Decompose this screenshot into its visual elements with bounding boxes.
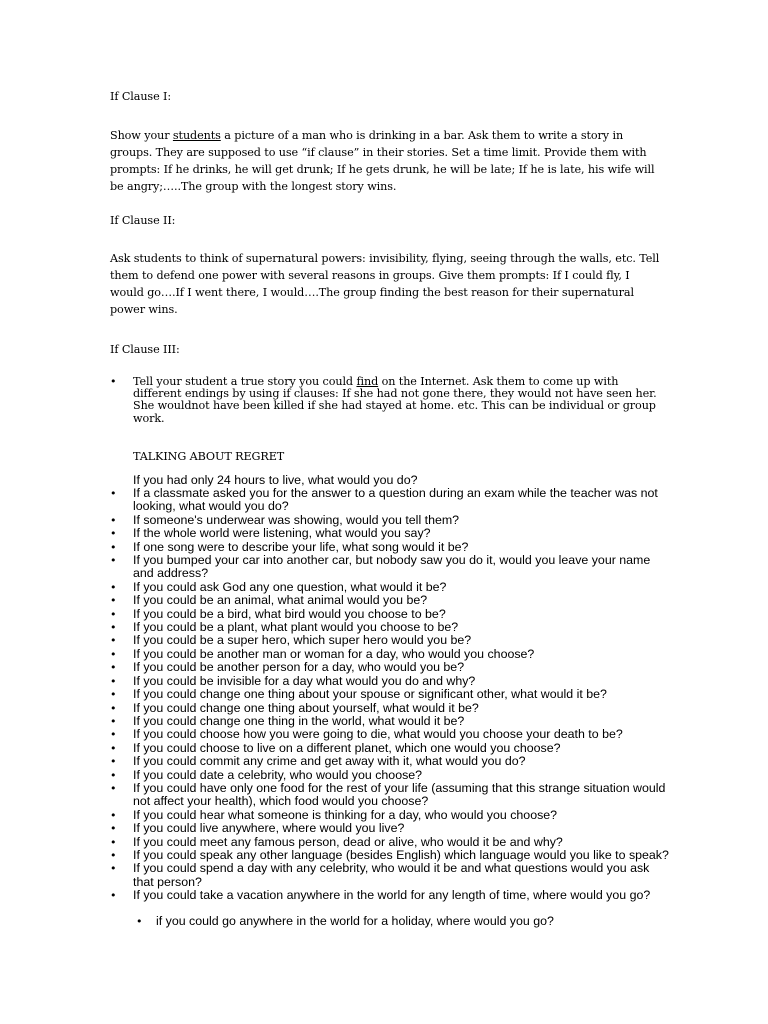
- bullet-icon: •: [110, 621, 117, 635]
- question-item: [110, 715, 670, 728]
- bullet-icon: •: [110, 594, 117, 608]
- bullet-icon: •: [110, 835, 117, 849]
- question-text: If you could change one thing about your spouse or significant other, what would it be?: [133, 687, 607, 702]
- question-text: If you could spend a day with any celebrity, who would it be and what questions would you ask that person?: [133, 861, 650, 889]
- question-item: [110, 809, 670, 822]
- question-item: [110, 621, 670, 634]
- question-text: If you could hear what someone is thinking for a day, who would you choose?: [133, 807, 558, 822]
- bullet-icon: •: [110, 661, 117, 675]
- bullet-icon: •: [110, 848, 117, 862]
- question-item: [110, 702, 670, 715]
- paragraph-text: a picture of a man who is drinking in a bar. Ask them to write a story in groups. They are supposed to use “if clause” in their stories. Set a time limit. Provide them with prompts: If he drinks, he will get drunk; If he gets drunk, he will be late; If he is late, his wife will be angry;…..The group with the longest story wins.: [110, 129, 655, 193]
- bullet-icon: •: [110, 634, 117, 648]
- heading-if-clause-1: If Clause I:: [110, 90, 172, 103]
- bullet-icon: •: [110, 487, 117, 500]
- question-item: [110, 554, 670, 581]
- sub-list-item: [133, 915, 663, 928]
- question-text: If one song were to describe your life, what song would it be?: [133, 539, 469, 554]
- bullet-icon: •: [136, 915, 143, 928]
- section-title-regret: TALKING ABOUT REGRET: [133, 450, 285, 463]
- question-list: [110, 487, 670, 903]
- bullet-icon: •: [110, 513, 117, 527]
- heading-if-clause-2: If Clause II:: [110, 214, 176, 227]
- bullet-icon: •: [110, 781, 117, 795]
- paragraph-text: Show your: [110, 129, 173, 142]
- question-item: [110, 849, 670, 862]
- question-item: [110, 608, 670, 621]
- question-item: [110, 661, 670, 674]
- question-item: [110, 769, 670, 782]
- sub-list-item-text: if you could go anywhere in the world for a holiday, where would you go?: [156, 914, 554, 928]
- question-item: [110, 648, 670, 661]
- question-text: If you could change one thing about yourself, what would it be?: [133, 700, 479, 715]
- bullet-icon: •: [110, 527, 117, 541]
- question-text: If a classmate asked you for the answer to a question during an exam while the teacher was not looking, what would you do?: [133, 486, 658, 514]
- bullet-icon: •: [110, 375, 117, 388]
- bullet-icon: •: [110, 674, 117, 688]
- bullet-icon: •: [110, 647, 117, 661]
- bullet-icon: •: [110, 728, 117, 742]
- question-item: [110, 862, 670, 889]
- if-clause-3-list: [110, 376, 670, 425]
- question-item: [110, 688, 670, 701]
- question-item: [110, 514, 670, 527]
- question-text: If you could change one thing in the world, what would it be?: [133, 713, 465, 728]
- question-text: If you could be another man or woman for a day, who would you choose?: [133, 646, 535, 661]
- question-text: If someone's underwear was showing, would you tell them?: [133, 512, 460, 527]
- question-item: [110, 675, 670, 688]
- question-item: [110, 527, 670, 540]
- question-text: If you bumped your car into another car, but nobody saw you do it, would you leave your name and address?: [133, 553, 651, 581]
- question-item: [110, 889, 670, 902]
- bullet-icon: •: [110, 554, 117, 568]
- bullet-icon: •: [110, 889, 117, 903]
- bullet-icon: •: [110, 701, 117, 715]
- question-text: If you could be another person for a day, who would you be?: [133, 660, 465, 675]
- question-text: If you could be invisible for a day what would you do and why?: [133, 673, 476, 688]
- question-item: [110, 836, 670, 849]
- question-text: If you could take a vacation anywhere in the world for any length of time, where would you go?: [133, 888, 651, 903]
- question-text: If you could live anywhere, where would you live?: [133, 821, 405, 836]
- question-text: If you could be a super hero, which super hero would you be?: [133, 633, 472, 648]
- bullet-icon: •: [110, 755, 117, 769]
- question-text: If the whole world were listening, what would you say?: [133, 526, 431, 541]
- question-item: [110, 594, 670, 607]
- bullet-icon: •: [110, 540, 117, 554]
- bullet-icon: •: [110, 580, 117, 594]
- list-item: [110, 376, 670, 425]
- find-link[interactable]: find: [356, 375, 379, 388]
- question-item: [110, 742, 670, 755]
- question-item: [110, 728, 670, 741]
- question-text: If you could date a celebrity, who would you choose?: [133, 767, 423, 782]
- paragraph-if-clause-2: Ask students to think of supernatural powers: invisibility, flying, seeing through the walls, etc. Tell them to defend one power with several reasons in groups. Give them prompts: If I could fly, I would go….If I went there, I would….The group finding the best reason for their supernatural power wins.: [110, 252, 660, 316]
- list-item-text: Tell your student a true story you could: [133, 375, 357, 388]
- first-question: If you had only 24 hours to live, what would you do?: [133, 473, 418, 487]
- question-item: [110, 581, 670, 594]
- question-text: If you could commit any crime and get away with it, what would you do?: [133, 754, 526, 769]
- question-item: [110, 487, 670, 514]
- bullet-icon: •: [110, 607, 117, 621]
- question-text: If you could be an animal, what animal would you be?: [133, 593, 428, 608]
- bullet-icon: •: [110, 741, 117, 755]
- question-text: If you could ask God any one question, what would it be?: [133, 579, 447, 594]
- bullet-icon: •: [110, 822, 117, 836]
- question-item: [110, 755, 670, 768]
- bullet-icon: •: [110, 862, 117, 876]
- students-link[interactable]: students: [172, 129, 221, 142]
- paragraph-if-clause-1: [110, 127, 660, 195]
- question-text: If you could have only one food for the rest of your life (assuming that this strange situation would not affect your health), which food would you choose?: [133, 780, 666, 809]
- question-item: [110, 822, 670, 835]
- question-text: If you could be a plant, what plant would you choose to be?: [133, 620, 459, 635]
- question-text: If you could choose to live on a different planet, which one would you choose?: [133, 740, 561, 755]
- question-text: If you could speak any other language (besides English) which language would you like to speak?: [133, 847, 669, 862]
- list-item-text: on the Internet. Ask them to come up with different endings by using if clauses: If she had not gone there, they would not have seen her. She wouldnot have been killed if she had stayed at home. etc. This can be individual or group work.: [133, 375, 657, 425]
- bullet-icon: •: [110, 714, 117, 728]
- bullet-icon: •: [110, 808, 117, 822]
- question-text: If you could meet any famous person, dead or alive, who would it be and why?: [133, 834, 563, 849]
- question-text: If you could be a bird, what bird would you choose to be?: [133, 606, 446, 621]
- question-item: [110, 634, 670, 647]
- heading-if-clause-3: If Clause III:: [110, 343, 180, 356]
- question-item: [110, 782, 670, 809]
- bullet-icon: •: [110, 768, 117, 782]
- question-item: [110, 541, 670, 554]
- bullet-icon: •: [110, 688, 117, 702]
- question-text: If you could choose how you were going to die, what would you choose your death to be?: [133, 727, 623, 742]
